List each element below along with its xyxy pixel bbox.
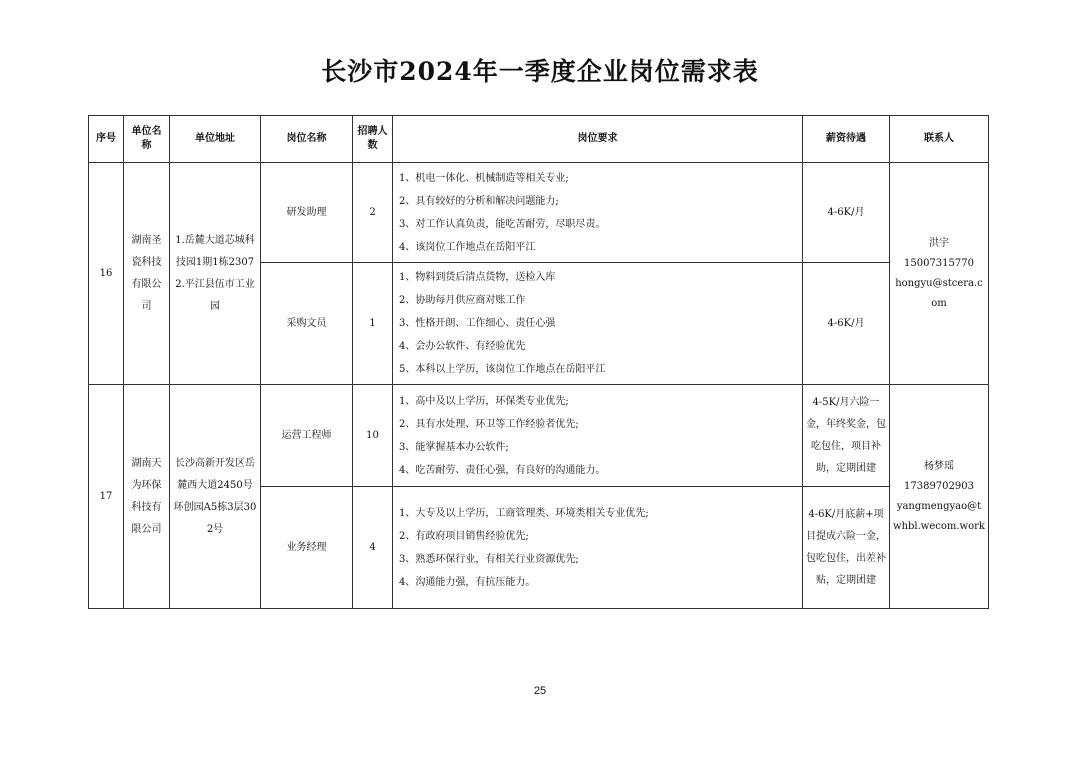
header-position: 岗位名称 <box>261 116 353 163</box>
count-cell: 4 <box>353 487 393 609</box>
header-requirements: 岗位要求 <box>393 116 803 163</box>
contact-cell <box>890 163 989 385</box>
contact-phone: 17389702903 <box>904 480 974 492</box>
requirement-line: 5、本科以上学历，该岗位工作地点在岳阳平江 <box>399 364 606 375</box>
job-demand-table <box>88 115 989 609</box>
requirement-line: 1、高中及以上学历，环保类专业优先; <box>399 395 569 407</box>
requirement-line: 1、大专及以上学历，工商管理类、环境类相关专业优先; <box>399 507 649 519</box>
requirement-line: 4、吃苦耐劳、责任心强，有良好的沟通能力。 <box>399 464 606 476</box>
company-cell: 湖南圣瓷科技有限公司 <box>124 163 170 385</box>
requirement-line: 3、熟悉环保行业，有相关行业资源优先; <box>399 553 579 565</box>
requirements-cell <box>393 487 803 609</box>
requirement-line: 2、有政府项目销售经验优先; <box>399 530 529 542</box>
requirement-line: 4、沟通能力强，有抗压能力。 <box>399 576 536 588</box>
count-cell: 2 <box>353 163 393 263</box>
count-cell: 10 <box>353 385 393 487</box>
page-title: 长沙市2024年一季度企业岗位需求表 <box>321 57 759 86</box>
contact-name: 杨梦瑶 <box>924 460 954 472</box>
requirement-line: 1、物料到货后清点货物，送检入库 <box>399 272 556 283</box>
requirements-cell <box>393 163 803 263</box>
requirement-line: 1、机电一体化、机械制造等相关专业; <box>399 172 569 184</box>
contact-email: hongyu@stcera.com <box>895 277 983 309</box>
address-cell: 1.岳麓大道芯城科技园1期1栋2307 2.平江县伍市工业园 <box>170 163 261 385</box>
requirement-line: 3、对工作认真负责，能吃苦耐劳，尽职尽责。 <box>399 218 606 230</box>
requirement-line: 2、具有较好的分析和解决问题能力; <box>399 195 559 207</box>
requirement-line: 2、具有水处理、环卫等工作经验者优先; <box>399 418 579 430</box>
salary-cell: 4-6K/月 <box>803 263 890 385</box>
contact-name: 洪宇 <box>929 237 949 249</box>
seq-cell: 17 <box>89 385 124 609</box>
requirement-line: 4、该岗位工作地点在岳阳平江 <box>399 241 536 253</box>
count-cell: 1 <box>353 263 393 385</box>
company-cell: 湖南天为环保科技有限公司 <box>124 385 170 609</box>
salary-cell: 4-6K/月 <box>803 163 890 263</box>
address-cell: 长沙高新开发区岳麓西大道2450号环创园A5栋3层302号 <box>170 385 261 609</box>
requirement-line: 3、性格开朗、工作细心、责任心强 <box>399 318 556 329</box>
requirement-line: 4、会办公软件、有经验优先 <box>399 341 526 352</box>
position-cell: 运营工程师 <box>261 385 353 487</box>
requirements-cell <box>393 263 803 385</box>
seq-cell: 16 <box>89 163 124 385</box>
requirement-line: 3、能掌握基本办公软件; <box>399 441 509 453</box>
position-cell: 业务经理 <box>261 487 353 609</box>
header-company: 单位名称 <box>124 116 170 163</box>
salary-cell: 4-5K/月六险一金，年终奖金，包吃包住，项目补助，定期团建 <box>803 385 890 487</box>
contact-email: yangmengyao@twhbl.wecom.work <box>893 500 985 532</box>
table-row <box>89 163 989 263</box>
header-address: 单位地址 <box>170 116 261 163</box>
position-cell: 研发助理 <box>261 163 353 263</box>
header-salary: 薪资待遇 <box>803 116 890 163</box>
table-row <box>89 385 989 487</box>
header-count: 招聘人数 <box>353 116 393 163</box>
contact-phone: 15007315770 <box>904 257 974 269</box>
requirement-line: 2、协助每月供应商对账工作 <box>399 295 526 306</box>
header-contact: 联系人 <box>890 116 989 163</box>
page-number: 25 <box>533 685 547 697</box>
requirements-cell <box>393 385 803 487</box>
position-cell: 采购文员 <box>261 263 353 385</box>
header-seq: 序号 <box>89 116 124 163</box>
header-row <box>89 116 989 163</box>
salary-cell: 4-6K/月底薪+项目提成六险一金，包吃包住，出差补贴，定期团建 <box>803 487 890 609</box>
contact-cell <box>890 385 989 609</box>
